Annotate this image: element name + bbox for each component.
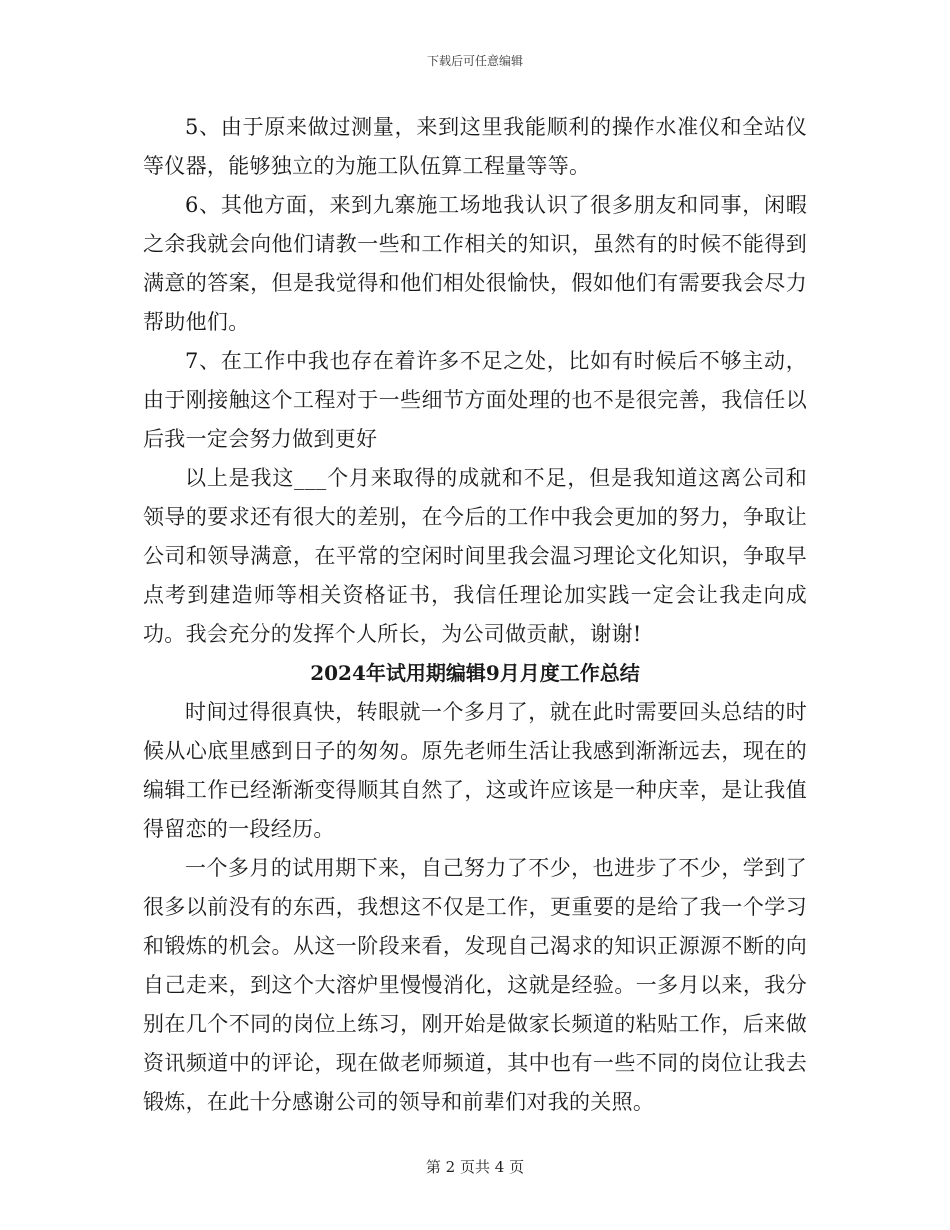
paragraph-conclusion: 以上是我这___个月来取得的成就和不足，但是我知道这离公司和领导的要求还有很大的差别，在今后的工作中我会更加的努力，争取让公司和领导满意，在平常的空闲时间里我会温习理论文化知识，争取早点考到建造师等相关资格证书，我信任理论加实践一定会让我走向成功。我会充分的发挥个人所长，为公司做贡献，谢谢! [143, 466, 807, 646]
paragraph-item-7: 7、在工作中我也存在着许多不足之处，比如有时候后不够主动，由于刚接触这个工程对于一些细节方面处理的也不是很完善，我信任以后我一定会努力做到更好 [143, 349, 807, 451]
paragraph-item-6: 6、其他方面，来到九寨施工场地我认识了很多朋友和同事，闲暇之余我就会向他们请教一些和工作相关的知识，虽然有的时候不能得到满意的答案，但是我觉得和他们相处很愉快，假如他们有需要我会尽力帮助他们。 [143, 193, 807, 334]
paragraph-intro: 时间过得很真快，转眼就一个多月了，就在此时需要回头总结的时候从心底里感到日子的匆匆。原先老师生活让我感到渐渐远去，现在的编辑工作已经渐渐变得顺其自然了，这或许应该是一种庆幸，是让我值得留恋的一段经历。 [143, 700, 807, 841]
paragraph-probation: 一个多月的试用期下来，自己努力了不少，也进步了不少，学到了很多以前没有的东西，我想这不仅是工作，更重要的是给了我一个学习和锻炼的机会。从这一阶段来看，发现自己渴求的知识正源源不断的向自己走来，到这个大溶炉里慢慢消化，这就是经验。一多月以来，我分别在几个不同的岗位上练习，刚开始是做家长频道的粘贴工作，后来做资讯频道中的评论，现在做老师频道，其中也有一些不同的岗位让我去锻炼，在此十分感谢公司的领导和前辈们对我的关照。 [143, 856, 807, 1114]
paragraph-item-5: 5、由于原来做过测量，来到这里我能顺利的操作水准仪和全站仪等仪器，能够独立的为施工队伍算工程量等等。 [143, 115, 807, 178]
page-number-footer: 第 2 页共 4 页 [425, 1158, 525, 1176]
document-body [143, 108, 807, 1122]
page-header: 下载后可任意编辑 [426, 54, 523, 68]
section-title: 2024年试用期编辑9月月度工作总结 [310, 661, 640, 685]
